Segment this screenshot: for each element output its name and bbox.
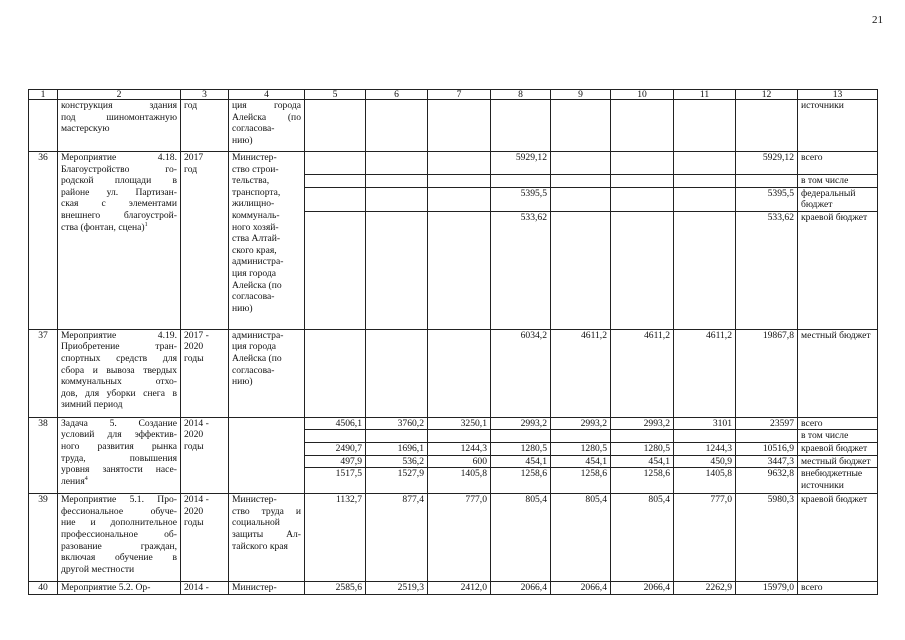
- table-cell: 40: [29, 582, 58, 595]
- table-cell: 2014 - 2020 годы: [181, 417, 229, 493]
- table-cell: 3101: [674, 417, 736, 430]
- table-cell: [551, 187, 611, 211]
- table-cell: 5929,12: [491, 152, 551, 175]
- table-cell: [674, 430, 736, 443]
- table-cell: местный бюджет: [798, 455, 878, 468]
- table-cell: 5395,5: [736, 187, 798, 211]
- table-cell: 2017 год: [181, 152, 229, 330]
- table-row: [29, 494, 878, 582]
- program-table: [28, 89, 878, 595]
- column-header: 11: [674, 90, 736, 100]
- table-cell: местный бюджет: [798, 329, 878, 417]
- table-cell: 805,4: [551, 494, 611, 582]
- table-row: [29, 329, 878, 417]
- table-cell: 15979,0: [736, 582, 798, 595]
- column-header: 4: [229, 90, 305, 100]
- table-cell: [736, 430, 798, 443]
- table-cell: 497,9: [305, 455, 366, 468]
- table-cell: 777,0: [428, 494, 491, 582]
- table-cell: 3447,3: [736, 455, 798, 468]
- table-cell: 1244,3: [428, 442, 491, 455]
- table-cell: [366, 329, 428, 417]
- table-cell: [428, 211, 491, 329]
- table-cell: 2066,4: [611, 582, 674, 595]
- table-cell: 1258,6: [491, 468, 551, 494]
- table-cell: год: [181, 100, 229, 152]
- table-cell: 450,9: [674, 455, 736, 468]
- table-cell: [551, 175, 611, 188]
- table-cell: всего: [798, 582, 878, 595]
- table-cell: Министер- ство строи- тельства, транспорта, жилищно- коммуналь- ного хозяй- ства Алтай- ского края, администра- ция города Алейска (по согласова- нию): [229, 152, 305, 330]
- table-cell: 1280,5: [491, 442, 551, 455]
- table-cell: 877,4: [366, 494, 428, 582]
- table-cell: [305, 211, 366, 329]
- table-cell: 1258,6: [611, 468, 674, 494]
- table-cell: [491, 100, 551, 152]
- table-cell: 2412,0: [428, 582, 491, 595]
- table-row: [29, 100, 878, 152]
- table-cell: 2993,2: [551, 417, 611, 430]
- table-cell: 1280,5: [551, 442, 611, 455]
- table-cell: 2014 - 2020 годы: [181, 494, 229, 582]
- table-cell: 1132,7: [305, 494, 366, 582]
- table-cell: 19867,8: [736, 329, 798, 417]
- table-cell: внебюджетные источники: [798, 468, 878, 494]
- table-cell: 3250,1: [428, 417, 491, 430]
- table-cell: ция города Алейска (по согласова- нию): [229, 100, 305, 152]
- table-cell: [428, 187, 491, 211]
- table-cell: 2585,6: [305, 582, 366, 595]
- table-cell: 1405,8: [674, 468, 736, 494]
- column-header: 1: [29, 90, 58, 100]
- table-cell: [551, 430, 611, 443]
- table-cell: [366, 211, 428, 329]
- table-cell: 1696,1: [366, 442, 428, 455]
- page-number: 21: [872, 14, 883, 26]
- table-cell: 805,4: [491, 494, 551, 582]
- table-row: [29, 152, 878, 175]
- table-cell: 454,1: [491, 455, 551, 468]
- table-cell: [611, 100, 674, 152]
- table-cell: [428, 152, 491, 175]
- column-header: 9: [551, 90, 611, 100]
- column-header: 3: [181, 90, 229, 100]
- column-header: 7: [428, 90, 491, 100]
- table-cell: [428, 175, 491, 188]
- table-cell: конструкция здания под шиномонтажную мастерскую: [58, 100, 181, 152]
- column-header: 13: [798, 90, 878, 100]
- table-cell: [305, 152, 366, 175]
- table-cell: 5980,3: [736, 494, 798, 582]
- table-cell: краевой бюджет: [798, 442, 878, 455]
- table-cell: 1258,6: [551, 468, 611, 494]
- table-cell: [674, 100, 736, 152]
- table-cell: 4506,1: [305, 417, 366, 430]
- table-cell: краевой бюджет: [798, 494, 878, 582]
- table-cell: 38: [29, 417, 58, 493]
- table-cell: [551, 100, 611, 152]
- table-cell: 600: [428, 455, 491, 468]
- table-cell: 10516,9: [736, 442, 798, 455]
- table-cell: 1527,9: [366, 468, 428, 494]
- table-cell: Задача 5. Создание условий для эффектив- ного развития рынка труда, повышения уровня занятости насе- ления$^4$: [58, 417, 181, 493]
- table-cell: 1405,8: [428, 468, 491, 494]
- table-cell: 533,62: [491, 211, 551, 329]
- column-header: 6: [366, 90, 428, 100]
- table-cell: 536,2: [366, 455, 428, 468]
- column-header: 8: [491, 90, 551, 100]
- table-cell: [611, 187, 674, 211]
- table-cell: 2066,4: [491, 582, 551, 595]
- table-cell: 4611,2: [551, 329, 611, 417]
- table-cell: [674, 187, 736, 211]
- table-cell: [428, 329, 491, 417]
- table-cell: 6034,2: [491, 329, 551, 417]
- table-cell: [366, 152, 428, 175]
- table-row: [29, 582, 878, 595]
- column-header: 10: [611, 90, 674, 100]
- table-cell: [428, 430, 491, 443]
- table-cell: 2993,2: [611, 417, 674, 430]
- table-cell: [736, 100, 798, 152]
- table-cell: Министер-: [229, 582, 305, 595]
- table-cell: федеральный бюджет: [798, 187, 878, 211]
- table-cell: [551, 211, 611, 329]
- table-cell: [736, 175, 798, 188]
- table-cell: [491, 430, 551, 443]
- column-header: 5: [305, 90, 366, 100]
- table-cell: [428, 100, 491, 152]
- table-cell: 36: [29, 152, 58, 330]
- table-cell: [366, 100, 428, 152]
- table-cell: 454,1: [611, 455, 674, 468]
- table-cell: 2993,2: [491, 417, 551, 430]
- table-cell: [611, 211, 674, 329]
- table-cell: 9632,8: [736, 468, 798, 494]
- table-cell: в том числе: [798, 175, 878, 188]
- table-cell: администра- ция города Алейска (по согласова- нию): [229, 329, 305, 417]
- header-row: [29, 90, 878, 100]
- table-cell: Мероприятие 5.1. Про- фессиональное обуче- ние и дополнительное профессиональное об- разование граждан, включая обучение в другой местности: [58, 494, 181, 582]
- table-cell: [366, 175, 428, 188]
- table-cell: [366, 430, 428, 443]
- table-cell: [611, 430, 674, 443]
- table-cell: [674, 175, 736, 188]
- table-cell: [611, 175, 674, 188]
- table-cell: 2262,9: [674, 582, 736, 595]
- table-cell: всего: [798, 417, 878, 430]
- table-cell: [551, 152, 611, 175]
- table-cell: [305, 329, 366, 417]
- column-header: 12: [736, 90, 798, 100]
- table-cell: Мероприятие 4.18. Благоустройство го- родской площади в районе ул. Партизан- ская с элементами внешнего благоустрой- ства (фонтан, сцена)$^1$: [58, 152, 181, 330]
- table-cell: 533,62: [736, 211, 798, 329]
- table-cell: 1280,5: [611, 442, 674, 455]
- table-cell: [305, 100, 366, 152]
- table-cell: 3760,2: [366, 417, 428, 430]
- table-cell: 2490,7: [305, 442, 366, 455]
- table-cell: [229, 417, 305, 493]
- table-cell: 2017 - 2020 годы: [181, 329, 229, 417]
- table-cell: [305, 430, 366, 443]
- table-cell: 454,1: [551, 455, 611, 468]
- table-cell: краевой бюджет: [798, 211, 878, 329]
- table-cell: [305, 187, 366, 211]
- table-cell: Мероприятие 4.19. Приобретение тран- спортных средств для сбора и вывоза твердых коммунальных отхо- дов, для уборки снега в зимний период: [58, 329, 181, 417]
- table-cell: [305, 175, 366, 188]
- table-cell: [674, 152, 736, 175]
- table-cell: 5395,5: [491, 187, 551, 211]
- table-cell: 39: [29, 494, 58, 582]
- table-cell: 1244,3: [674, 442, 736, 455]
- table-cell: в том числе: [798, 430, 878, 443]
- table-cell: 37: [29, 329, 58, 417]
- table-cell: [491, 175, 551, 188]
- table-cell: источники: [798, 100, 878, 152]
- table-cell: 4611,2: [611, 329, 674, 417]
- table-cell: 2014 -: [181, 582, 229, 595]
- table-cell: [29, 100, 58, 152]
- column-header: 2: [58, 90, 181, 100]
- table-cell: Министер- ство труда и социальной защиты Ал- тайского края: [229, 494, 305, 582]
- table-cell: [366, 187, 428, 211]
- table-cell: 805,4: [611, 494, 674, 582]
- table-cell: 5929,12: [736, 152, 798, 175]
- table-cell: [611, 152, 674, 175]
- table-cell: 777,0: [674, 494, 736, 582]
- table-cell: [674, 211, 736, 329]
- table-cell: 1517,5: [305, 468, 366, 494]
- table-cell: 2519,3: [366, 582, 428, 595]
- table-cell: всего: [798, 152, 878, 175]
- table-cell: 23597: [736, 417, 798, 430]
- table-cell: 2066,4: [551, 582, 611, 595]
- table-row: [29, 417, 878, 430]
- table-cell: Мероприятие 5.2. Ор-: [58, 582, 181, 595]
- table-cell: 4611,2: [674, 329, 736, 417]
